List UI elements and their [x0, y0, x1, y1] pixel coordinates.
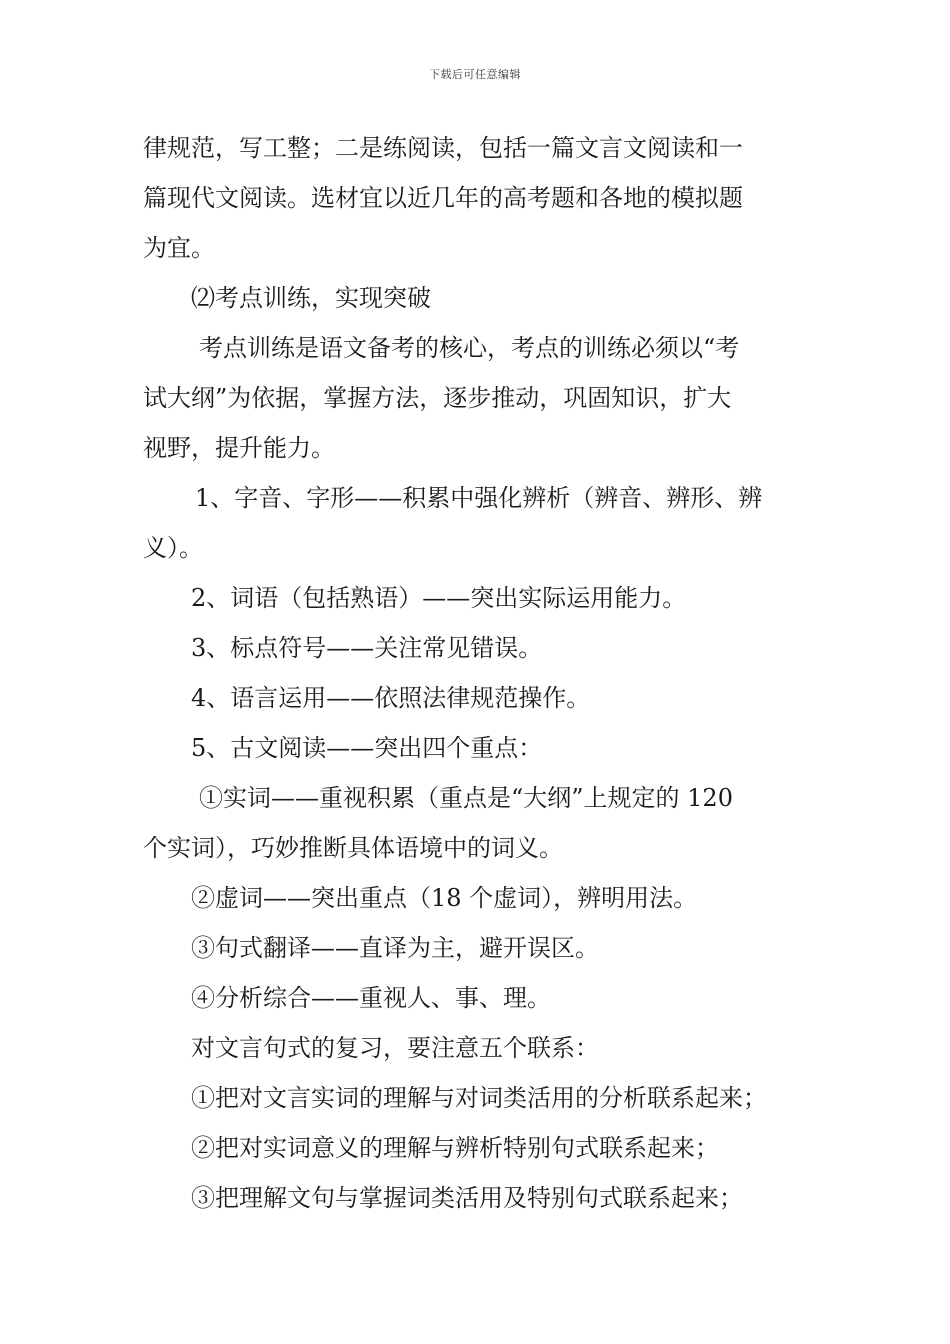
text-line: 对文言句式的复习，要注意五个联系：: [191, 1034, 599, 1062]
text-line: ④分析综合——重视人、事、理。: [191, 984, 551, 1012]
list-item-classical-reading: [143, 723, 807, 773]
connection-item: [143, 1173, 807, 1223]
list-item-language-use: [143, 673, 807, 723]
text-line: ③句式翻译——直译为主，避开误区。: [191, 934, 599, 962]
text-line: 1、字音、字形——积累中强化辨析（辨音、辨形、辨: [195, 484, 763, 512]
text-line: ③把理解文句与掌握词类活用及特别句式联系起来；: [191, 1184, 743, 1212]
text-line: 考点训练是语文备考的核心，考点的训练必须以“考: [199, 334, 740, 362]
heading-text: ⑵考点训练，实现突破: [191, 284, 431, 312]
text-line: 2、词语（包括熟语）——突出实际运用能力。: [191, 584, 687, 612]
text-line: 律规范，写工整；二是练阅读，包括一篇文言文阅读和一: [143, 134, 743, 162]
paragraph-reading-practice: [143, 123, 807, 273]
text-line: 为宜。: [143, 234, 215, 262]
list-item-pronunciation: [143, 473, 807, 573]
text-line: 4、语言运用——依照法律规范操作。: [191, 684, 591, 712]
text-line: 义）。: [143, 534, 203, 562]
list-item-punctuation: [143, 623, 807, 673]
connection-item: [143, 1073, 807, 1123]
page-header: 下载后可任意编辑: [429, 68, 521, 81]
paragraph-sentence-review: [143, 1023, 807, 1073]
section-heading: [143, 273, 807, 323]
text-line: ①把对文言实词的理解与对词类活用的分析联系起来；: [191, 1084, 767, 1112]
list-item-vocabulary: [143, 573, 807, 623]
document-body: [143, 123, 807, 1223]
sub-item-function-words: [143, 873, 807, 923]
connection-item: [143, 1123, 807, 1173]
text-line: 3、标点符号——关注常见错误。: [191, 634, 543, 662]
sub-item-content-words: [143, 773, 807, 873]
text-line: ①实词——重视积累（重点是“大纲”上规定的 120: [199, 784, 733, 812]
text-line: ②把对实词意义的理解与辨析特别句式联系起来；: [191, 1134, 719, 1162]
text-line: 篇现代文阅读。选材宜以近几年的高考题和各地的模拟题: [143, 184, 743, 212]
text-line: 个实词），巧妙推断具体语境中的词义。: [143, 834, 563, 862]
text-line: 试大纲”为依据，掌握方法，逐步推动，巩固知识，扩大: [143, 384, 732, 412]
paragraph-exam-training: [143, 323, 807, 473]
sub-item-translation: [143, 923, 807, 973]
text-line: ②虚词——突出重点（18 个虚词），辨明用法。: [191, 884, 698, 912]
text-line: 5、古文阅读——突出四个重点：: [191, 734, 543, 762]
text-line: 视野，提升能力。: [143, 434, 335, 462]
sub-item-analysis: [143, 973, 807, 1023]
